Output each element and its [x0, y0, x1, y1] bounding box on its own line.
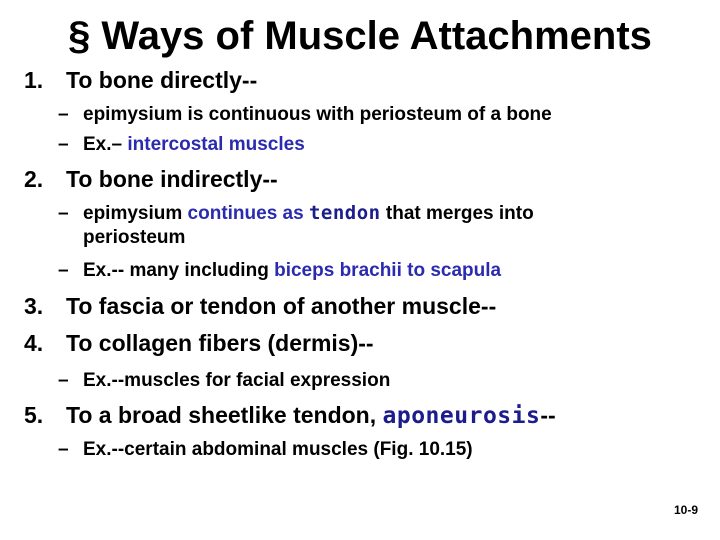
- subitem-2-1: [58, 201, 534, 250]
- subitem-text-part: that merges into: [385, 203, 534, 224]
- item-number: 1.: [24, 67, 44, 93]
- subitem-text: Ex.--muscles for facial expression: [83, 370, 391, 391]
- dash-bullet: –: [58, 260, 69, 281]
- subitem-text: epimysium is continuous with periosteum of a bone: [83, 104, 552, 125]
- highlight-text: biceps brachii to scapula: [274, 260, 502, 281]
- item-1: [24, 66, 257, 94]
- item-5: [24, 401, 556, 430]
- item-number: 4.: [24, 330, 44, 356]
- subitem-text-part: epimysium: [83, 203, 183, 224]
- subitem-text: Ex.--certain abdominal muscles (Fig. 10.15): [83, 439, 473, 460]
- dash-bullet: –: [58, 439, 69, 460]
- dash-bullet: –: [58, 370, 69, 391]
- highlight-text: intercostal muscles: [127, 134, 305, 155]
- item-2: [24, 165, 278, 193]
- example-prefix: Ex.–: [83, 134, 123, 155]
- item-text: To a broad sheetlike tendon,: [66, 402, 377, 428]
- subitem-4-1: [58, 369, 390, 393]
- subitem-2-2: [58, 259, 501, 283]
- item-number: 3.: [24, 293, 44, 319]
- item-text: To collagen fibers (dermis)--: [66, 330, 374, 356]
- key-term: aponeurosis: [382, 403, 541, 429]
- subitem-5-1: [58, 438, 473, 462]
- example-prefix: Ex.-- many including: [83, 260, 269, 281]
- dash-bullet: –: [58, 134, 69, 155]
- item-3: [24, 292, 496, 320]
- subitem-1-1: [58, 103, 552, 127]
- page-number: 10-9: [673, 503, 698, 517]
- subitem-continuation: periosteum: [83, 227, 186, 248]
- item-text: To bone indirectly--: [66, 166, 278, 192]
- item-number: 2.: [24, 166, 44, 192]
- item-text: To bone directly--: [66, 67, 258, 93]
- highlight-text: continues as: [187, 203, 304, 224]
- item-text: To fascia or tendon of another muscle--: [66, 293, 497, 319]
- subitem-1-2: [58, 133, 305, 157]
- item-4: [24, 329, 374, 357]
- slide-title: § Ways of Muscle Attachments: [68, 14, 652, 58]
- item-suffix: --: [540, 402, 556, 428]
- key-term: tendon: [308, 202, 381, 224]
- dash-bullet: –: [58, 104, 69, 125]
- item-number: 5.: [24, 402, 44, 428]
- dash-bullet: –: [58, 203, 69, 224]
